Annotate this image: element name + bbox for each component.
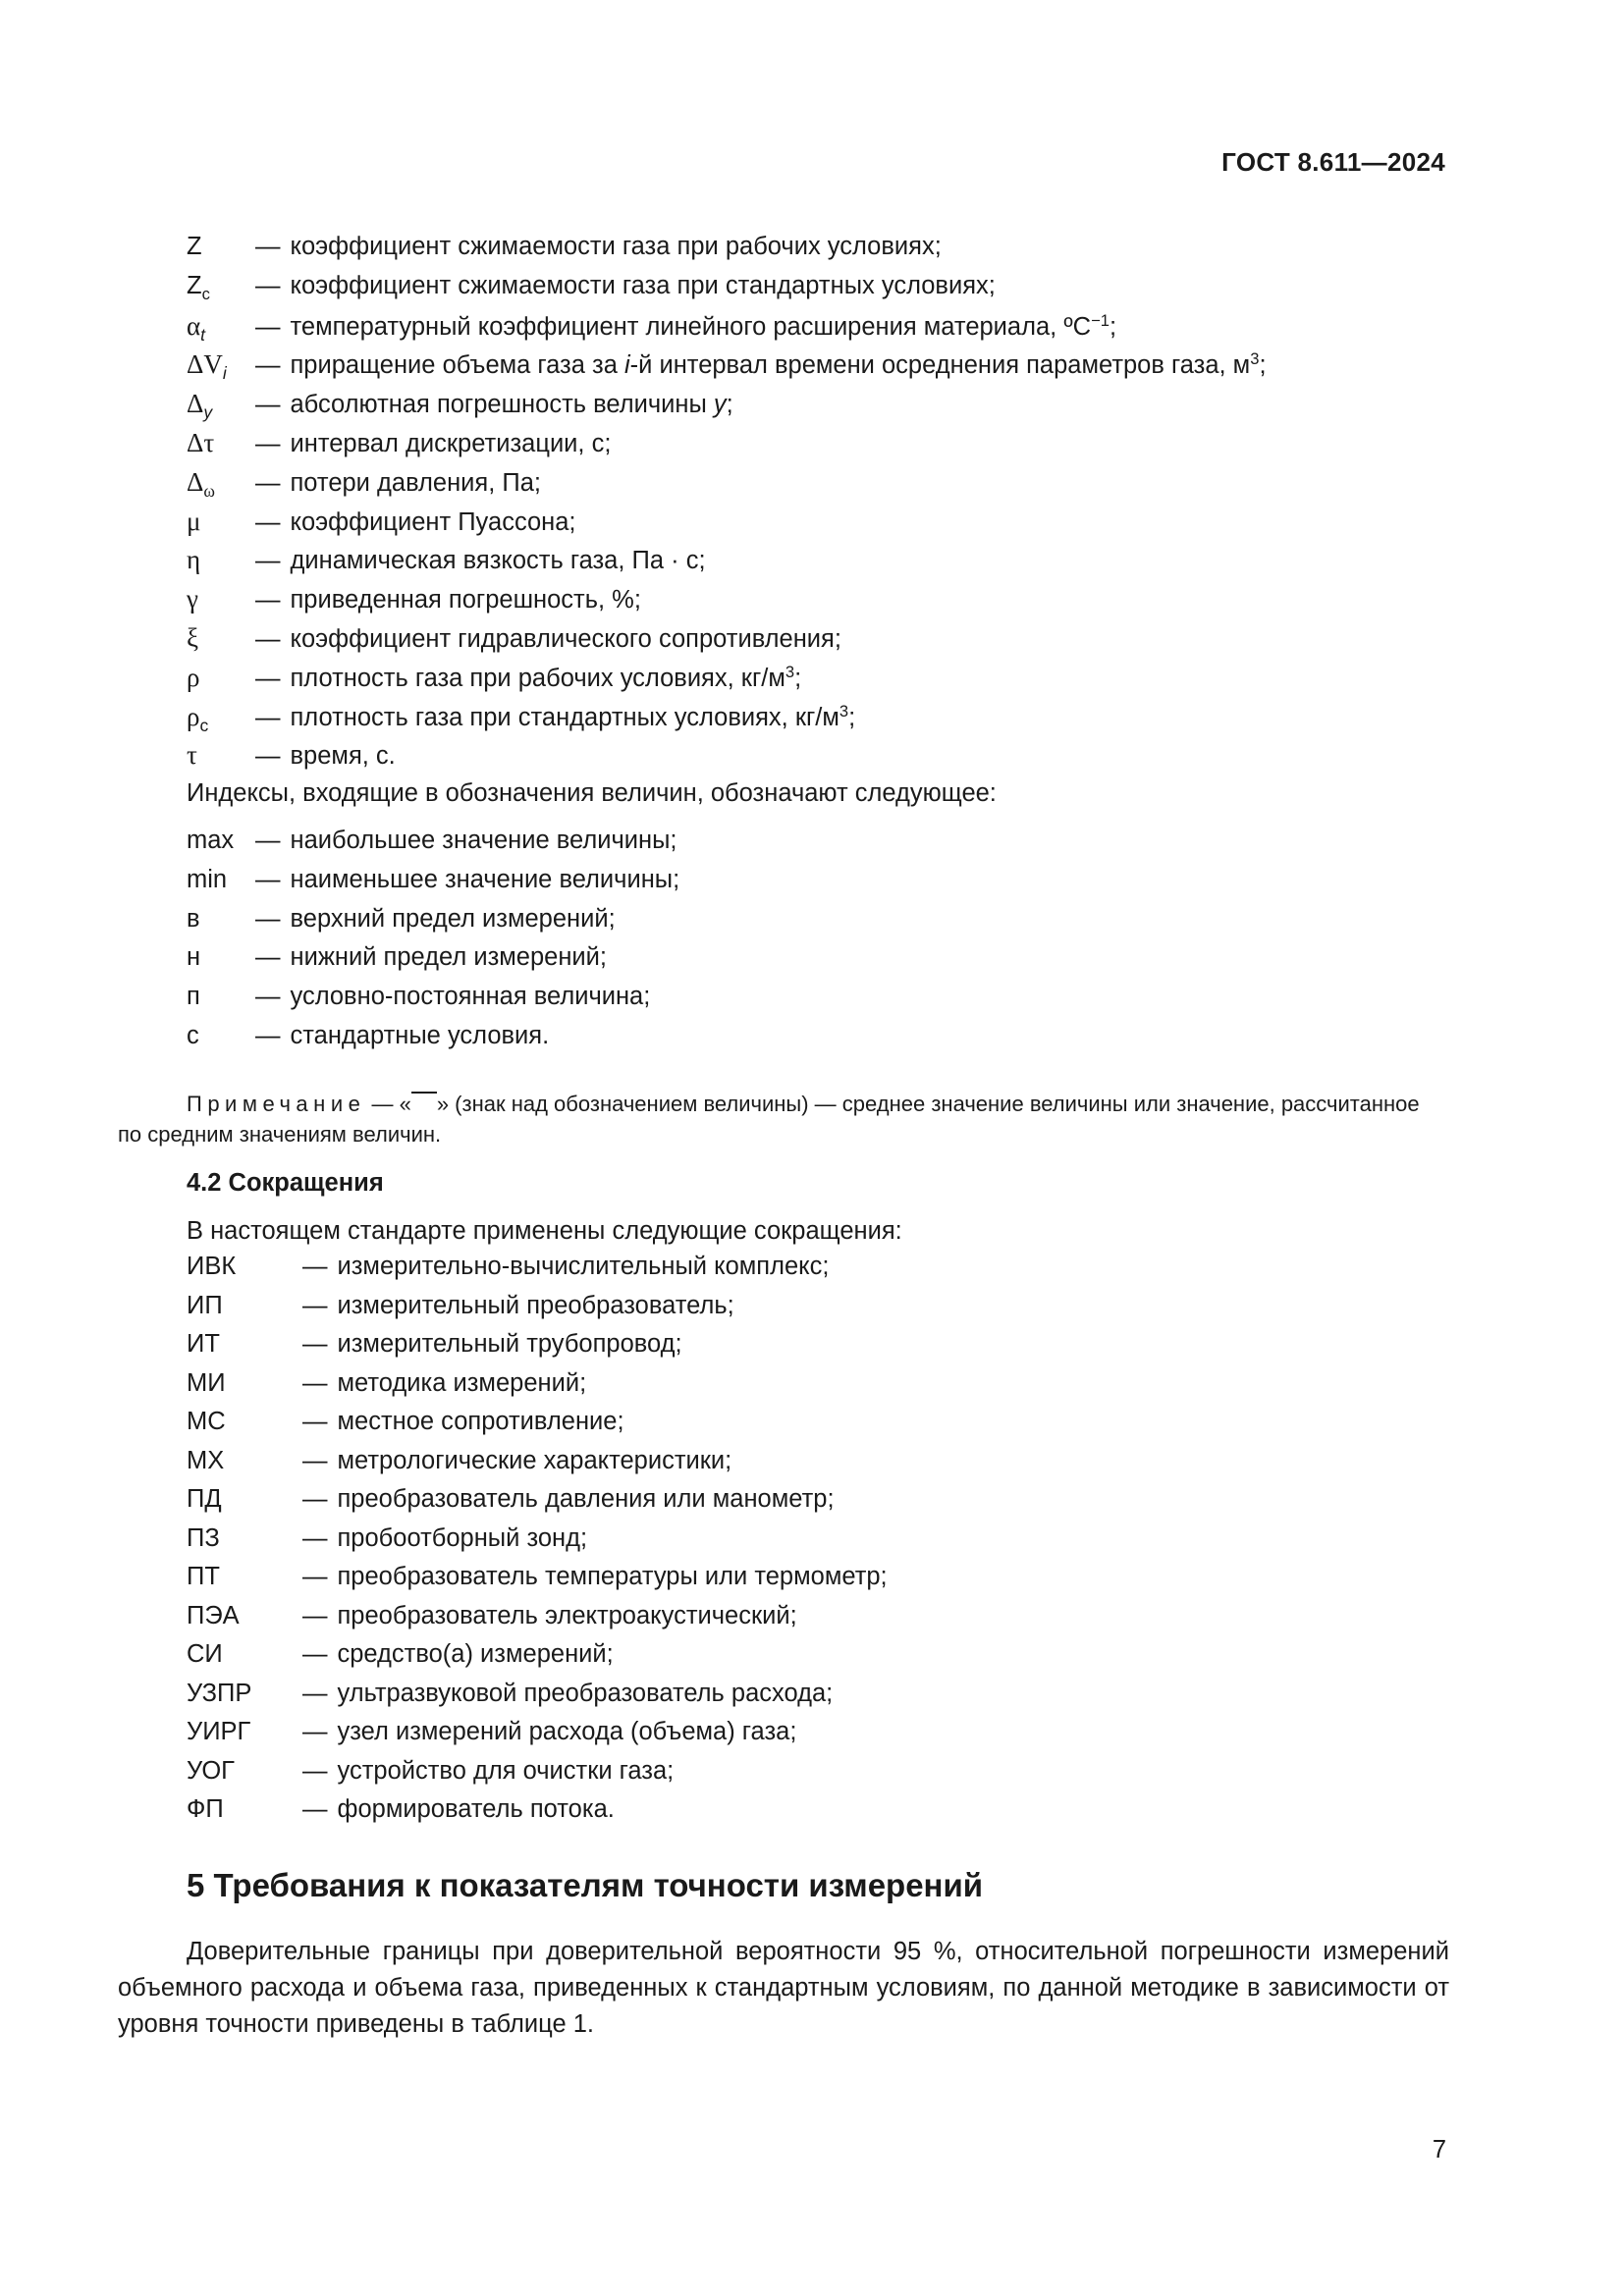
symbol-row (187, 584, 1267, 623)
index-description: условно-постоянная величина; (290, 983, 651, 1011)
index-symbol: н (187, 943, 201, 972)
abbreviation-description: измерительный преобразователь; (337, 1291, 734, 1319)
index-row (187, 827, 1267, 866)
dash: — (255, 351, 281, 380)
index-symbol: п (187, 983, 200, 1011)
dash: — (302, 1485, 328, 1513)
dash: — (302, 1330, 328, 1358)
symbol-list (187, 233, 1267, 1061)
symbol-description: интервал дискретизации, с; (290, 429, 612, 457)
abbreviation-row (187, 1330, 888, 1369)
abbreviation: МИ (187, 1368, 226, 1397)
abbreviation-description: средство(а) измерений; (337, 1640, 614, 1668)
dash: — (302, 1601, 328, 1629)
symbol-description: приращение объема газа за i-й интервал времени осреднения параметров газа, $м^3$; (290, 349, 1267, 380)
index-row (187, 943, 1267, 983)
index-description: наименьшее значение величины; (290, 865, 680, 893)
symbol-row (187, 740, 1267, 779)
abbreviation: СИ (187, 1640, 223, 1668)
dash: — (255, 1021, 281, 1049)
dash: — (255, 742, 281, 771)
abbreviation: УЗПР (187, 1679, 252, 1707)
indices-intro: Индексы, входящие в обозначения величин, обозначают следующее: (187, 779, 997, 808)
abbreviation-row (187, 1602, 888, 1641)
symbol-description: приведенная погрешность, %; (290, 586, 641, 614)
index-symbol: max (187, 826, 235, 854)
symbol: μ (187, 506, 201, 536)
dash: — (302, 1679, 328, 1707)
index-row (187, 983, 1267, 1022)
note-text-a: — « (365, 1092, 411, 1116)
symbol-row (187, 545, 1267, 584)
abbreviation-row (187, 1447, 888, 1486)
index-row (187, 1022, 1267, 1061)
dash: — (255, 983, 281, 1011)
abbreviation-row (187, 1680, 888, 1719)
abbreviation-row (187, 1253, 888, 1292)
dash: — (302, 1795, 328, 1823)
abbreviation-row (187, 1718, 888, 1757)
abbreviation-description: преобразователь температуры или термометр; (337, 1563, 888, 1590)
dash: — (255, 468, 281, 497)
index-symbol: в (187, 904, 200, 933)
abbreviation-description: метрологические характеристики; (337, 1446, 732, 1474)
dash: — (302, 1368, 328, 1397)
symbol: ρ (187, 662, 200, 692)
symbol: $\alpha_t$ (187, 310, 206, 345)
symbol-row (187, 663, 1267, 702)
abbreviation-description: преобразователь давления или манометр; (337, 1485, 835, 1513)
symbol-row (187, 428, 1267, 467)
dash: — (302, 1523, 328, 1552)
dash: — (255, 624, 281, 653)
dash: — (302, 1718, 328, 1745)
abbreviation: ПЗ (187, 1523, 220, 1552)
dash: — (255, 429, 281, 457)
dash: — (302, 1640, 328, 1668)
subsection-title: 4.2 Сокращения (187, 1169, 384, 1197)
dash: — (302, 1291, 328, 1319)
symbol-description: коэффициент сжимаемости газа при стандартных условиях; (290, 271, 996, 299)
abbreviation-row (187, 1563, 888, 1602)
dash: — (302, 1756, 328, 1785)
dash: — (255, 943, 281, 972)
abbreviation: УИРГ (187, 1718, 251, 1745)
section-paragraph (118, 1934, 1449, 2043)
symbol-row (187, 349, 1267, 389)
abbreviation-description: методика измерений; (337, 1368, 587, 1397)
dash: — (255, 703, 281, 731)
symbol-description: динамическая вязкость газа, Па · с; (290, 547, 706, 575)
section-paragraph-text: Доверительные границы при доверительной вероятности 95 %, относительной погрешности измерений объемного расхода и объема газа, приведенных к стандартным условиям, по данной методике в зависимости от уровня точности приведены в таблице 1. (118, 1938, 1449, 2038)
symbol-description: коэффициент Пуассона; (290, 507, 576, 536)
abbreviation-description: формирователь потока. (337, 1795, 615, 1823)
abbreviation-row (187, 1795, 888, 1835)
dash: — (255, 507, 281, 536)
symbol: Δτ (187, 427, 215, 457)
document-code: ГОСТ 8.611—2024 (1221, 147, 1445, 177)
index-symbol: с (187, 1021, 199, 1049)
symbol-row (187, 623, 1267, 663)
symbol-row (187, 311, 1267, 350)
abbreviation: МХ (187, 1446, 225, 1474)
index-description: верхний предел измерений; (290, 904, 616, 933)
symbol-description: время, с. (290, 742, 396, 771)
index-row (187, 866, 1267, 905)
symbol: Z (187, 233, 202, 260)
abbreviation-description: узел измерений расхода (объема) газа; (337, 1718, 797, 1745)
abbreviation: ИВК (187, 1253, 237, 1280)
dash: — (302, 1408, 328, 1435)
abbreviation-row (187, 1640, 888, 1680)
note-label: Примечание (187, 1092, 366, 1116)
symbol: γ (187, 584, 198, 614)
symbol: η (187, 545, 201, 575)
abbreviation: УОГ (187, 1756, 235, 1785)
dash: — (255, 865, 281, 893)
abbreviation-description: преобразователь электроакустический; (337, 1601, 797, 1629)
symbol: $\Delta_y$ (187, 389, 213, 423)
abbreviation-description: местное сопротивление; (337, 1408, 624, 1435)
subsection-intro: В настоящем стандарте применены следующие сокращения: (187, 1217, 902, 1245)
abbreviation: ИТ (187, 1330, 220, 1358)
symbol-description: коэффициент сжимаемости газа при рабочих условиях; (290, 233, 942, 260)
abbreviation-row (187, 1369, 888, 1409)
index-description: нижний предел измерений; (290, 943, 607, 972)
symbol: $Z_с$ (187, 271, 210, 303)
dash: — (255, 233, 281, 260)
index-row (187, 905, 1267, 944)
dash: — (302, 1563, 328, 1590)
symbol-description: коэффициент гидравлического сопротивления; (290, 624, 841, 653)
dash: — (255, 547, 281, 575)
dash: — (255, 904, 281, 933)
symbol-row (187, 702, 1267, 741)
dash: — (302, 1446, 328, 1474)
abbreviation-row (187, 1757, 888, 1796)
dash: — (255, 664, 281, 692)
abbreviation-list (187, 1253, 888, 1835)
abbreviation: ПД (187, 1485, 222, 1513)
symbol-row (187, 233, 1267, 272)
dash: — (255, 271, 281, 299)
symbol-row (187, 507, 1267, 546)
index-symbol: min (187, 865, 228, 893)
abbreviation: ПЭА (187, 1601, 240, 1629)
symbol-description: плотность газа при стандартных условиях, $кг/м^3$; (290, 701, 856, 731)
dash: — (255, 391, 281, 419)
abbreviation: ПТ (187, 1563, 220, 1590)
symbol-description: потери давления, Па; (290, 468, 541, 497)
section-title: 5 Требования к показателям точности измерений (187, 1867, 984, 1903)
abbreviation-description: устройство для очистки газа; (337, 1756, 675, 1785)
symbol: τ (187, 740, 197, 771)
symbol-description: температурный коэффициент линейного расширения материала, ºС$^{-1}$; (290, 310, 1117, 341)
abbreviation-description: измерительно-вычислительный комплекс; (337, 1253, 830, 1280)
abbreviation-description: пробоотборный зонд; (337, 1523, 588, 1552)
symbol: $\Delta V_i$ (187, 349, 227, 384)
abbreviation-description: измерительный трубопровод; (337, 1330, 682, 1358)
symbol-description: абсолютная погрешность величины y; (290, 391, 733, 419)
note-text-b: » (знак над обозначением величины) — среднее значение величины или значение, рассчитанное по средним значениям величин. (118, 1092, 1420, 1147)
symbol-description: плотность газа при рабочих условиях, $кг/м^3$; (290, 662, 802, 692)
note (118, 1089, 1447, 1149)
abbreviation-row (187, 1292, 888, 1331)
symbol: $\Delta_\omega$ (187, 466, 215, 501)
dash: — (302, 1253, 328, 1280)
abbreviation-row (187, 1485, 888, 1524)
abbreviation-row (187, 1408, 888, 1447)
overline-sign (411, 1092, 437, 1105)
symbol-row (187, 389, 1267, 428)
index-description: стандартные условия. (290, 1021, 550, 1049)
dash: — (255, 826, 281, 854)
page-number: 7 (1432, 2136, 1446, 2163)
abbreviation-row (187, 1524, 888, 1564)
abbreviation: МС (187, 1408, 226, 1435)
dash: — (255, 586, 281, 614)
symbol: ξ (187, 622, 199, 653)
index-description: наибольшее значение величины; (290, 826, 677, 854)
symbol: $\rho_с$ (187, 701, 209, 735)
abbreviation: ФП (187, 1795, 224, 1823)
abbreviation-description: ультразвуковой преобразователь расхода; (337, 1679, 834, 1707)
abbreviation: ИП (187, 1291, 223, 1319)
symbol-row (187, 272, 1267, 311)
dash: — (255, 312, 281, 341)
symbol-row (187, 467, 1267, 507)
